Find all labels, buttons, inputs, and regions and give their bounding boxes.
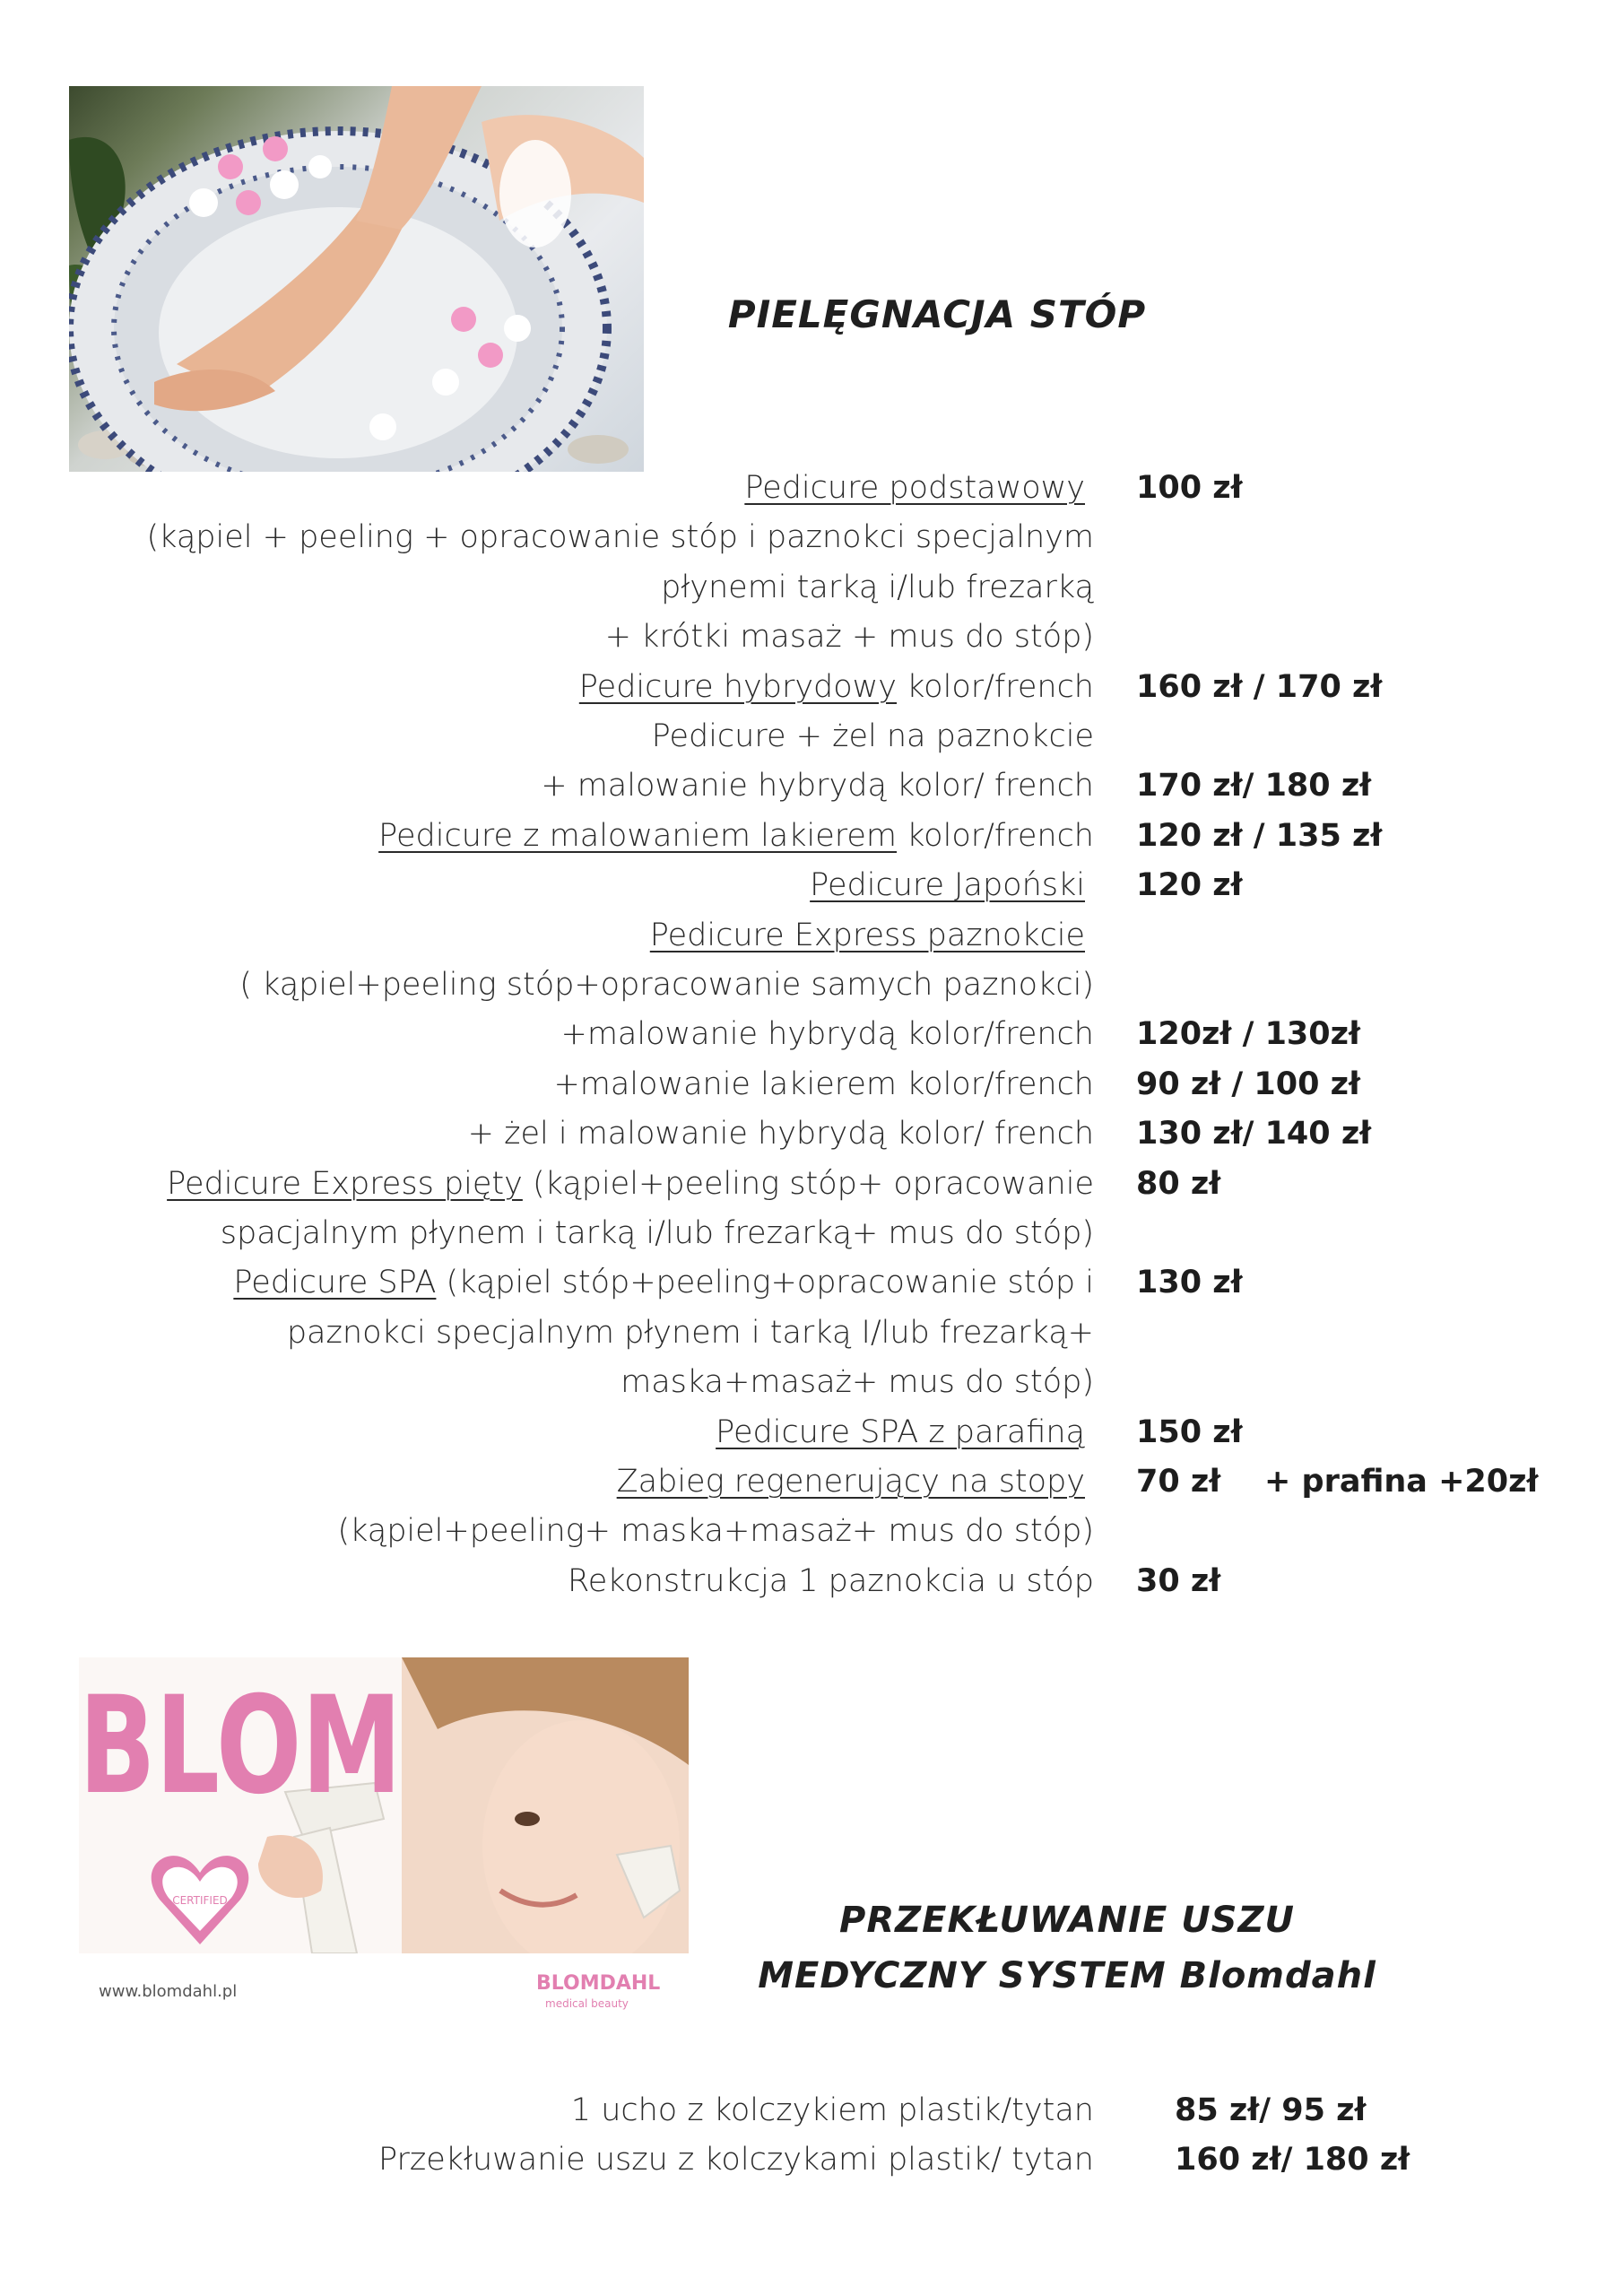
ears-price-row xyxy=(0,2135,1623,2185)
feet-price-row xyxy=(0,463,1623,513)
service-price: 160 zł / 170 zł xyxy=(1136,669,1383,705)
service-description xyxy=(541,761,1094,811)
feet-price-row xyxy=(0,662,1623,712)
service-details: + żel i malowanie hybrydą kolor/ french xyxy=(467,1116,1094,1152)
section-title-ears xyxy=(717,1892,1417,2004)
service-title: Pedicure Express pięty xyxy=(167,1166,523,1202)
service-details: paznokci specjalnym płynem i tarką I/lub frezarką+ xyxy=(286,1315,1094,1351)
service-description: Przekłuwanie uszu z kolczykami plastik/ tytan xyxy=(378,2142,1094,2178)
service-price: 130 zł xyxy=(1136,1265,1243,1300)
feet-price-row xyxy=(0,512,1623,562)
feet-price-row xyxy=(0,1556,1623,1606)
service-details: kolor/french xyxy=(897,669,1094,705)
service-description xyxy=(553,1059,1094,1109)
service-description xyxy=(568,1556,1094,1606)
blomdahl-brand-tag: medical beauty xyxy=(545,1997,629,2010)
feet-price-row xyxy=(0,1457,1623,1507)
service-title: Pedicure SPA z parafiną xyxy=(716,1414,1085,1450)
service-title: Pedicure podstawowy xyxy=(744,470,1085,506)
service-price: 85 zł/ 95 zł xyxy=(1175,2092,1367,2128)
service-price: 70 zł xyxy=(1136,1464,1221,1500)
feet-price-row xyxy=(0,612,1623,662)
foot-bath-photo xyxy=(69,86,644,472)
service-extra-price: + prafina +20zł xyxy=(1264,1464,1539,1500)
badge-text: CERTIFIED xyxy=(172,1894,228,1907)
service-description xyxy=(621,1357,1094,1407)
service-details: +malowanie hybrydą kolor/french xyxy=(560,1016,1094,1052)
service-price: 100 zł xyxy=(1136,470,1243,506)
service-description xyxy=(661,562,1094,613)
feet-price-row xyxy=(0,711,1623,761)
service-price: 120 zł / 135 zł xyxy=(1136,818,1383,854)
service-details: płynemi tarką i/lub frezarką xyxy=(661,570,1094,605)
service-description xyxy=(221,1208,1094,1258)
service-description xyxy=(810,860,1085,910)
feet-price-row xyxy=(0,1208,1623,1258)
service-description xyxy=(468,1109,1094,1159)
feet-price-row xyxy=(0,1059,1623,1109)
service-description: 1 ucho z kolczykiem plastik/tytan xyxy=(570,2092,1094,2128)
ear-piercing-illustration xyxy=(79,1657,689,2016)
feet-price-row xyxy=(0,811,1623,861)
feet-price-row xyxy=(0,910,1623,961)
service-description xyxy=(167,1159,1094,1209)
service-description xyxy=(378,811,1094,861)
service-description xyxy=(287,1308,1094,1358)
service-details: ( kąpiel+peeling stóp+opracowanie samych paznokci) xyxy=(239,967,1094,1003)
service-price: 80 zł xyxy=(1136,1166,1221,1202)
feet-price-row xyxy=(0,1159,1623,1209)
service-description xyxy=(239,960,1094,1010)
service-title: Pedicure z malowaniem lakierem xyxy=(378,818,898,854)
service-price: 150 zł xyxy=(1136,1414,1243,1450)
service-title: Pedicure SPA xyxy=(233,1265,437,1300)
service-price: 170 zł/ 180 zł xyxy=(1136,768,1372,804)
feet-price-row xyxy=(0,1109,1623,1159)
service-details: + malowanie hybrydą kolor/ french xyxy=(541,768,1094,804)
feet-price-row xyxy=(0,1308,1623,1358)
service-description xyxy=(617,1457,1085,1507)
service-description xyxy=(579,662,1094,712)
service-description xyxy=(716,1407,1085,1457)
service-price: 120 zł xyxy=(1136,867,1243,903)
section-title-ears-line2: MEDYCZNY SYSTEM Blomdahl xyxy=(758,1955,1376,1996)
section-title-ears-line1: PRZEKŁUWANIE USZU xyxy=(839,1900,1295,1941)
service-details: maska+masaż+ mus do stóp) xyxy=(621,1364,1094,1400)
blomdahl-brand-small: BLOMDAHL xyxy=(536,1972,661,1995)
service-description xyxy=(652,711,1094,761)
service-details: (kąpiel stóp+peeling+opracowanie stóp i xyxy=(436,1265,1094,1300)
service-price: 30 zł xyxy=(1136,1563,1221,1599)
service-details: +malowanie lakierem kolor/french xyxy=(553,1066,1094,1102)
service-title: Zabieg regenerujący na stopy xyxy=(616,1464,1085,1500)
service-details: (kąpiel+peeling stóp+ opracowanie xyxy=(522,1166,1094,1202)
service-price: 130 zł/ 140 zł xyxy=(1136,1116,1372,1152)
service-description xyxy=(605,612,1094,662)
service-details: (kąpiel+peeling+ maska+masaż+ mus do stóp) xyxy=(337,1513,1094,1549)
feet-price-row xyxy=(0,1257,1623,1308)
section-title-feet: PIELĘGNACJA STÓP xyxy=(727,292,1147,336)
service-details: (kąpiel + peeling + opracowanie stóp i paznokci specjalnym xyxy=(146,519,1094,555)
feet-price-row xyxy=(0,860,1623,910)
service-details: spacjalnym płynem i tarką i/lub frezarką+ mus do stóp) xyxy=(220,1215,1094,1251)
service-description xyxy=(233,1257,1094,1308)
feet-price-row xyxy=(0,562,1623,613)
service-description xyxy=(744,463,1085,513)
blomdahl-ear-piercing-photo xyxy=(79,1657,689,2016)
service-title: Pedicure Express paznokcie xyxy=(649,918,1085,953)
service-details: + krótki masaż + mus do stóp) xyxy=(604,619,1094,655)
feet-price-row xyxy=(0,1506,1623,1556)
service-price: 160 zł/ 180 zł xyxy=(1175,2142,1410,2178)
service-details: Pedicure + żel na paznokcie xyxy=(651,718,1094,754)
ears-price-row xyxy=(0,2085,1623,2135)
service-description xyxy=(650,910,1085,961)
blomdahl-brand-big: BLOM xyxy=(79,1668,402,1824)
service-price: 120zł / 130zł xyxy=(1136,1016,1360,1052)
blomdahl-website: www.blomdahl.pl xyxy=(99,1982,238,2001)
service-description xyxy=(561,1009,1095,1059)
feet-price-row xyxy=(0,960,1623,1010)
feet-price-row xyxy=(0,1407,1623,1457)
service-title: Pedicure Japoński xyxy=(810,867,1085,903)
service-description xyxy=(147,512,1094,562)
foot-bath-illustration xyxy=(69,86,644,472)
service-price: 90 zł / 100 zł xyxy=(1136,1066,1361,1102)
service-description xyxy=(337,1506,1094,1556)
service-title: Pedicure hybrydowy xyxy=(578,669,898,705)
feet-price-row xyxy=(0,1357,1623,1407)
service-details: Rekonstrukcja 1 paznokcia u stóp xyxy=(568,1563,1094,1599)
feet-price-row xyxy=(0,1009,1623,1059)
feet-price-row xyxy=(0,761,1623,811)
service-details: kolor/french xyxy=(897,818,1094,854)
